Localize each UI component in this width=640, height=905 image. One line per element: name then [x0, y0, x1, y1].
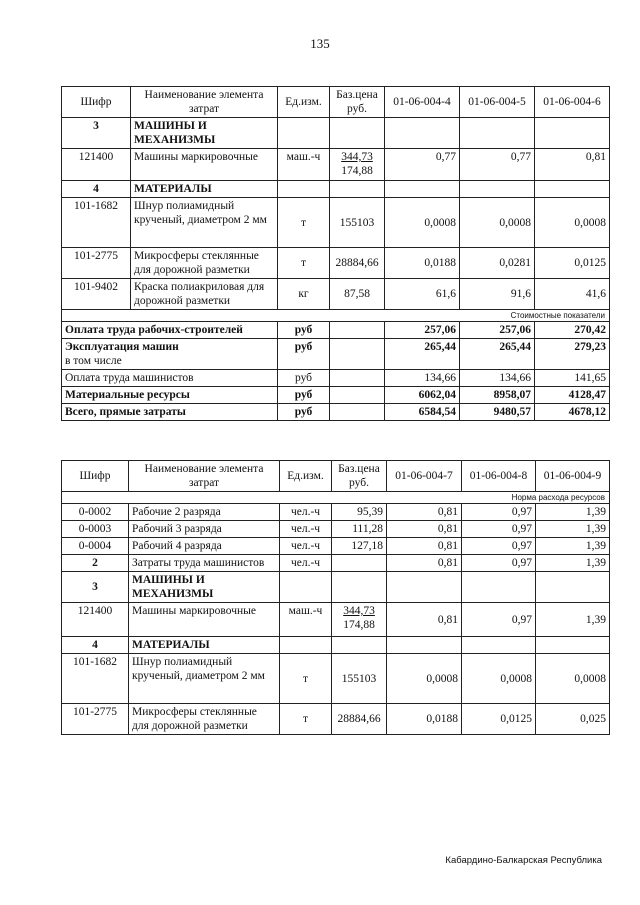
group-code: 4 — [62, 637, 129, 654]
col-header-norm: 01-06-004-6 — [535, 87, 610, 118]
cost-value: 257,06 — [460, 322, 535, 339]
row-code: 101-1682 — [62, 198, 131, 248]
row-value: 0,77 — [385, 149, 460, 181]
cost-value: 134,66 — [385, 370, 460, 387]
row-unit: т — [280, 704, 332, 735]
row-value: 0,0008 — [387, 654, 462, 704]
group-row-operators — [62, 555, 610, 572]
col-header-code: Шифр — [62, 87, 131, 118]
row-value: 0,0008 — [462, 654, 536, 704]
cost-value: 134,66 — [460, 370, 535, 387]
cost-value: 4128,47 — [535, 387, 610, 404]
group-code: 4 — [62, 181, 131, 198]
table-row — [62, 538, 610, 555]
row-value: 0,81 — [387, 538, 462, 555]
cost-value: 265,44 — [385, 339, 460, 370]
group-title: МАТЕРИАЛЫ — [129, 637, 280, 654]
cost-name: Материальные ресурсы — [62, 387, 278, 404]
cost-name: Эксплуатация машин — [65, 341, 179, 353]
row-value: 1,39 — [536, 521, 610, 538]
row-value: 0,0008 — [385, 198, 460, 248]
row-price: 127,18 — [332, 538, 387, 555]
row-unit: т — [280, 654, 332, 704]
row-price: 28884,66 — [330, 248, 385, 279]
cost-row — [62, 322, 610, 339]
table-header-row — [62, 461, 610, 492]
price-top: 344,73 — [343, 605, 375, 617]
page-number: 135 — [310, 36, 330, 51]
row-value: 41,6 — [535, 279, 610, 310]
col-header-unit: Ед.изм. — [280, 461, 332, 492]
row-value: 0,81 — [535, 149, 610, 181]
row-value: 0,0281 — [460, 248, 535, 279]
table-header-row — [62, 87, 610, 118]
cost-value: 8958,07 — [460, 387, 535, 404]
group-title: МАШИНЫ И МЕХАНИЗМЫ — [129, 572, 280, 603]
row-name: Краска полиакриловая для дорожной разметки — [131, 279, 278, 310]
row-code: 0-0002 — [62, 504, 129, 521]
cost-unit: руб — [278, 322, 330, 339]
cost-value: 270,42 — [535, 322, 610, 339]
section-note-row — [62, 492, 610, 504]
table-row — [62, 504, 610, 521]
row-unit: чел.-ч — [280, 504, 332, 521]
col-header-name: Наименование элемента затрат — [129, 461, 280, 492]
row-value: 0,025 — [536, 704, 610, 735]
row-value: 0,97 — [462, 538, 536, 555]
section-note: Норма расхода ресурсов — [62, 492, 610, 504]
table-row — [62, 654, 610, 704]
row-code: 121400 — [62, 603, 129, 637]
group-code: 2 — [62, 555, 129, 572]
row-name: Шнур полиамидный крученый, диаметром 2 мм — [131, 198, 278, 248]
row-price — [332, 603, 387, 637]
row-value: 0,0008 — [536, 654, 610, 704]
row-value: 0,97 — [462, 555, 536, 572]
cost-name-cell — [62, 339, 278, 370]
cost-unit: руб — [278, 339, 330, 370]
col-header-norm: 01-06-004-7 — [387, 461, 462, 492]
table-row — [62, 149, 610, 181]
group-title: МАТЕРИАЛЫ — [131, 181, 278, 198]
section-note: Стоимостные показатели — [62, 310, 610, 322]
resource-table-2 — [61, 460, 610, 735]
table-row — [62, 521, 610, 538]
row-code: 101-2775 — [62, 704, 129, 735]
col-header-price: Баз.цена руб. — [332, 461, 387, 492]
cost-unit: руб — [278, 370, 330, 387]
row-value: 0,0125 — [462, 704, 536, 735]
row-code: 0-0003 — [62, 521, 129, 538]
col-header-code: Шифр — [62, 461, 129, 492]
row-value: 0,81 — [387, 521, 462, 538]
group-row-materials — [62, 181, 610, 198]
col-header-norm: 01-06-004-5 — [460, 87, 535, 118]
group-code: 3 — [62, 118, 131, 149]
row-price: 155103 — [332, 654, 387, 704]
row-value: 0,77 — [460, 149, 535, 181]
row-value: 91,6 — [460, 279, 535, 310]
row-value: 61,6 — [385, 279, 460, 310]
group-row-machines — [62, 118, 610, 149]
cost-row — [62, 404, 610, 421]
cost-name: Всего, прямые затраты — [62, 404, 278, 421]
price-top: 344,73 — [341, 151, 373, 163]
row-value: 1,39 — [536, 555, 610, 572]
row-name: Микросферы стеклянные для дорожной разметки — [129, 704, 280, 735]
cost-name: Оплата труда машинистов — [62, 370, 278, 387]
cost-value: 9480,57 — [460, 404, 535, 421]
table-row — [62, 704, 610, 735]
col-header-name: Наименование элемента затрат — [131, 87, 278, 118]
table-row — [62, 248, 610, 279]
row-value: 0,0188 — [385, 248, 460, 279]
group-row-machines — [62, 572, 610, 603]
row-price: 95,39 — [332, 504, 387, 521]
row-price — [330, 149, 385, 181]
row-unit: т — [278, 248, 330, 279]
row-code: 121400 — [62, 149, 131, 181]
cost-unit: руб — [278, 404, 330, 421]
cost-value: 257,06 — [385, 322, 460, 339]
price-bottom: 174,88 — [341, 165, 373, 177]
col-header-price: Баз.цена руб. — [330, 87, 385, 118]
row-value: 0,97 — [462, 603, 536, 637]
cost-unit: руб — [278, 387, 330, 404]
row-value: 1,39 — [536, 538, 610, 555]
cost-value: 279,23 — [535, 339, 610, 370]
table-row — [62, 603, 610, 637]
col-header-norm: 01-06-004-4 — [385, 87, 460, 118]
row-value: 0,0008 — [460, 198, 535, 248]
row-unit: маш.-ч — [280, 603, 332, 637]
row-value: 0,81 — [387, 504, 462, 521]
row-unit: чел.-ч — [280, 555, 332, 572]
cost-row — [62, 387, 610, 404]
resource-table-1 — [61, 86, 610, 421]
row-value: 0,0188 — [387, 704, 462, 735]
row-unit: т — [278, 198, 330, 248]
row-price: 155103 — [330, 198, 385, 248]
group-row-materials — [62, 637, 610, 654]
row-name: Микросферы стеклянные для дорожной разметки — [131, 248, 278, 279]
row-name: Затраты труда машинистов — [129, 555, 280, 572]
cost-value: 265,44 — [460, 339, 535, 370]
row-unit: чел.-ч — [280, 521, 332, 538]
row-value: 0,81 — [387, 603, 462, 637]
group-code: 3 — [62, 572, 129, 603]
col-header-norm: 01-06-004-8 — [462, 461, 536, 492]
row-name: Рабочие 2 разряда — [129, 504, 280, 521]
row-name: Рабочий 4 разряда — [129, 538, 280, 555]
row-value: 0,97 — [462, 504, 536, 521]
row-value: 0,81 — [387, 555, 462, 572]
cost-value: 141,65 — [535, 370, 610, 387]
row-value: 1,39 — [536, 504, 610, 521]
row-unit: чел.-ч — [280, 538, 332, 555]
col-header-unit: Ед.изм. — [278, 87, 330, 118]
row-value: 0,97 — [462, 521, 536, 538]
cost-subnote: в том числе — [65, 355, 122, 367]
row-code: 101-2775 — [62, 248, 131, 279]
row-unit: маш.-ч — [278, 149, 330, 181]
row-name: Машины маркировочные — [129, 603, 280, 637]
cost-row — [62, 370, 610, 387]
row-name: Машины маркировочные — [131, 149, 278, 181]
row-value: 0,0125 — [535, 248, 610, 279]
row-code: 101-9402 — [62, 279, 131, 310]
cost-value: 6062,04 — [385, 387, 460, 404]
cost-row — [62, 339, 610, 370]
row-price: 111,28 — [332, 521, 387, 538]
row-price: 87,58 — [330, 279, 385, 310]
row-name: Шнур полиамидный крученый, диаметром 2 мм — [129, 654, 280, 704]
cost-name: Оплата труда рабочих-строителей — [62, 322, 278, 339]
row-name: Рабочий 3 разряда — [129, 521, 280, 538]
section-note-row — [62, 310, 610, 322]
row-price: 28884,66 — [332, 704, 387, 735]
group-title: МАШИНЫ И МЕХАНИЗМЫ — [131, 118, 278, 149]
price-bottom: 174,88 — [343, 619, 375, 631]
row-code: 101-1682 — [62, 654, 129, 704]
col-header-norm: 01-06-004-9 — [536, 461, 610, 492]
table-row — [62, 198, 610, 248]
footer-region: Кабардино-Балкарская Республика — [445, 855, 602, 866]
row-value: 0,0008 — [535, 198, 610, 248]
cost-value: 4678,12 — [535, 404, 610, 421]
row-unit: кг — [278, 279, 330, 310]
row-code: 0-0004 — [62, 538, 129, 555]
table-row — [62, 279, 610, 310]
cost-value: 6584,54 — [385, 404, 460, 421]
row-value: 1,39 — [536, 603, 610, 637]
